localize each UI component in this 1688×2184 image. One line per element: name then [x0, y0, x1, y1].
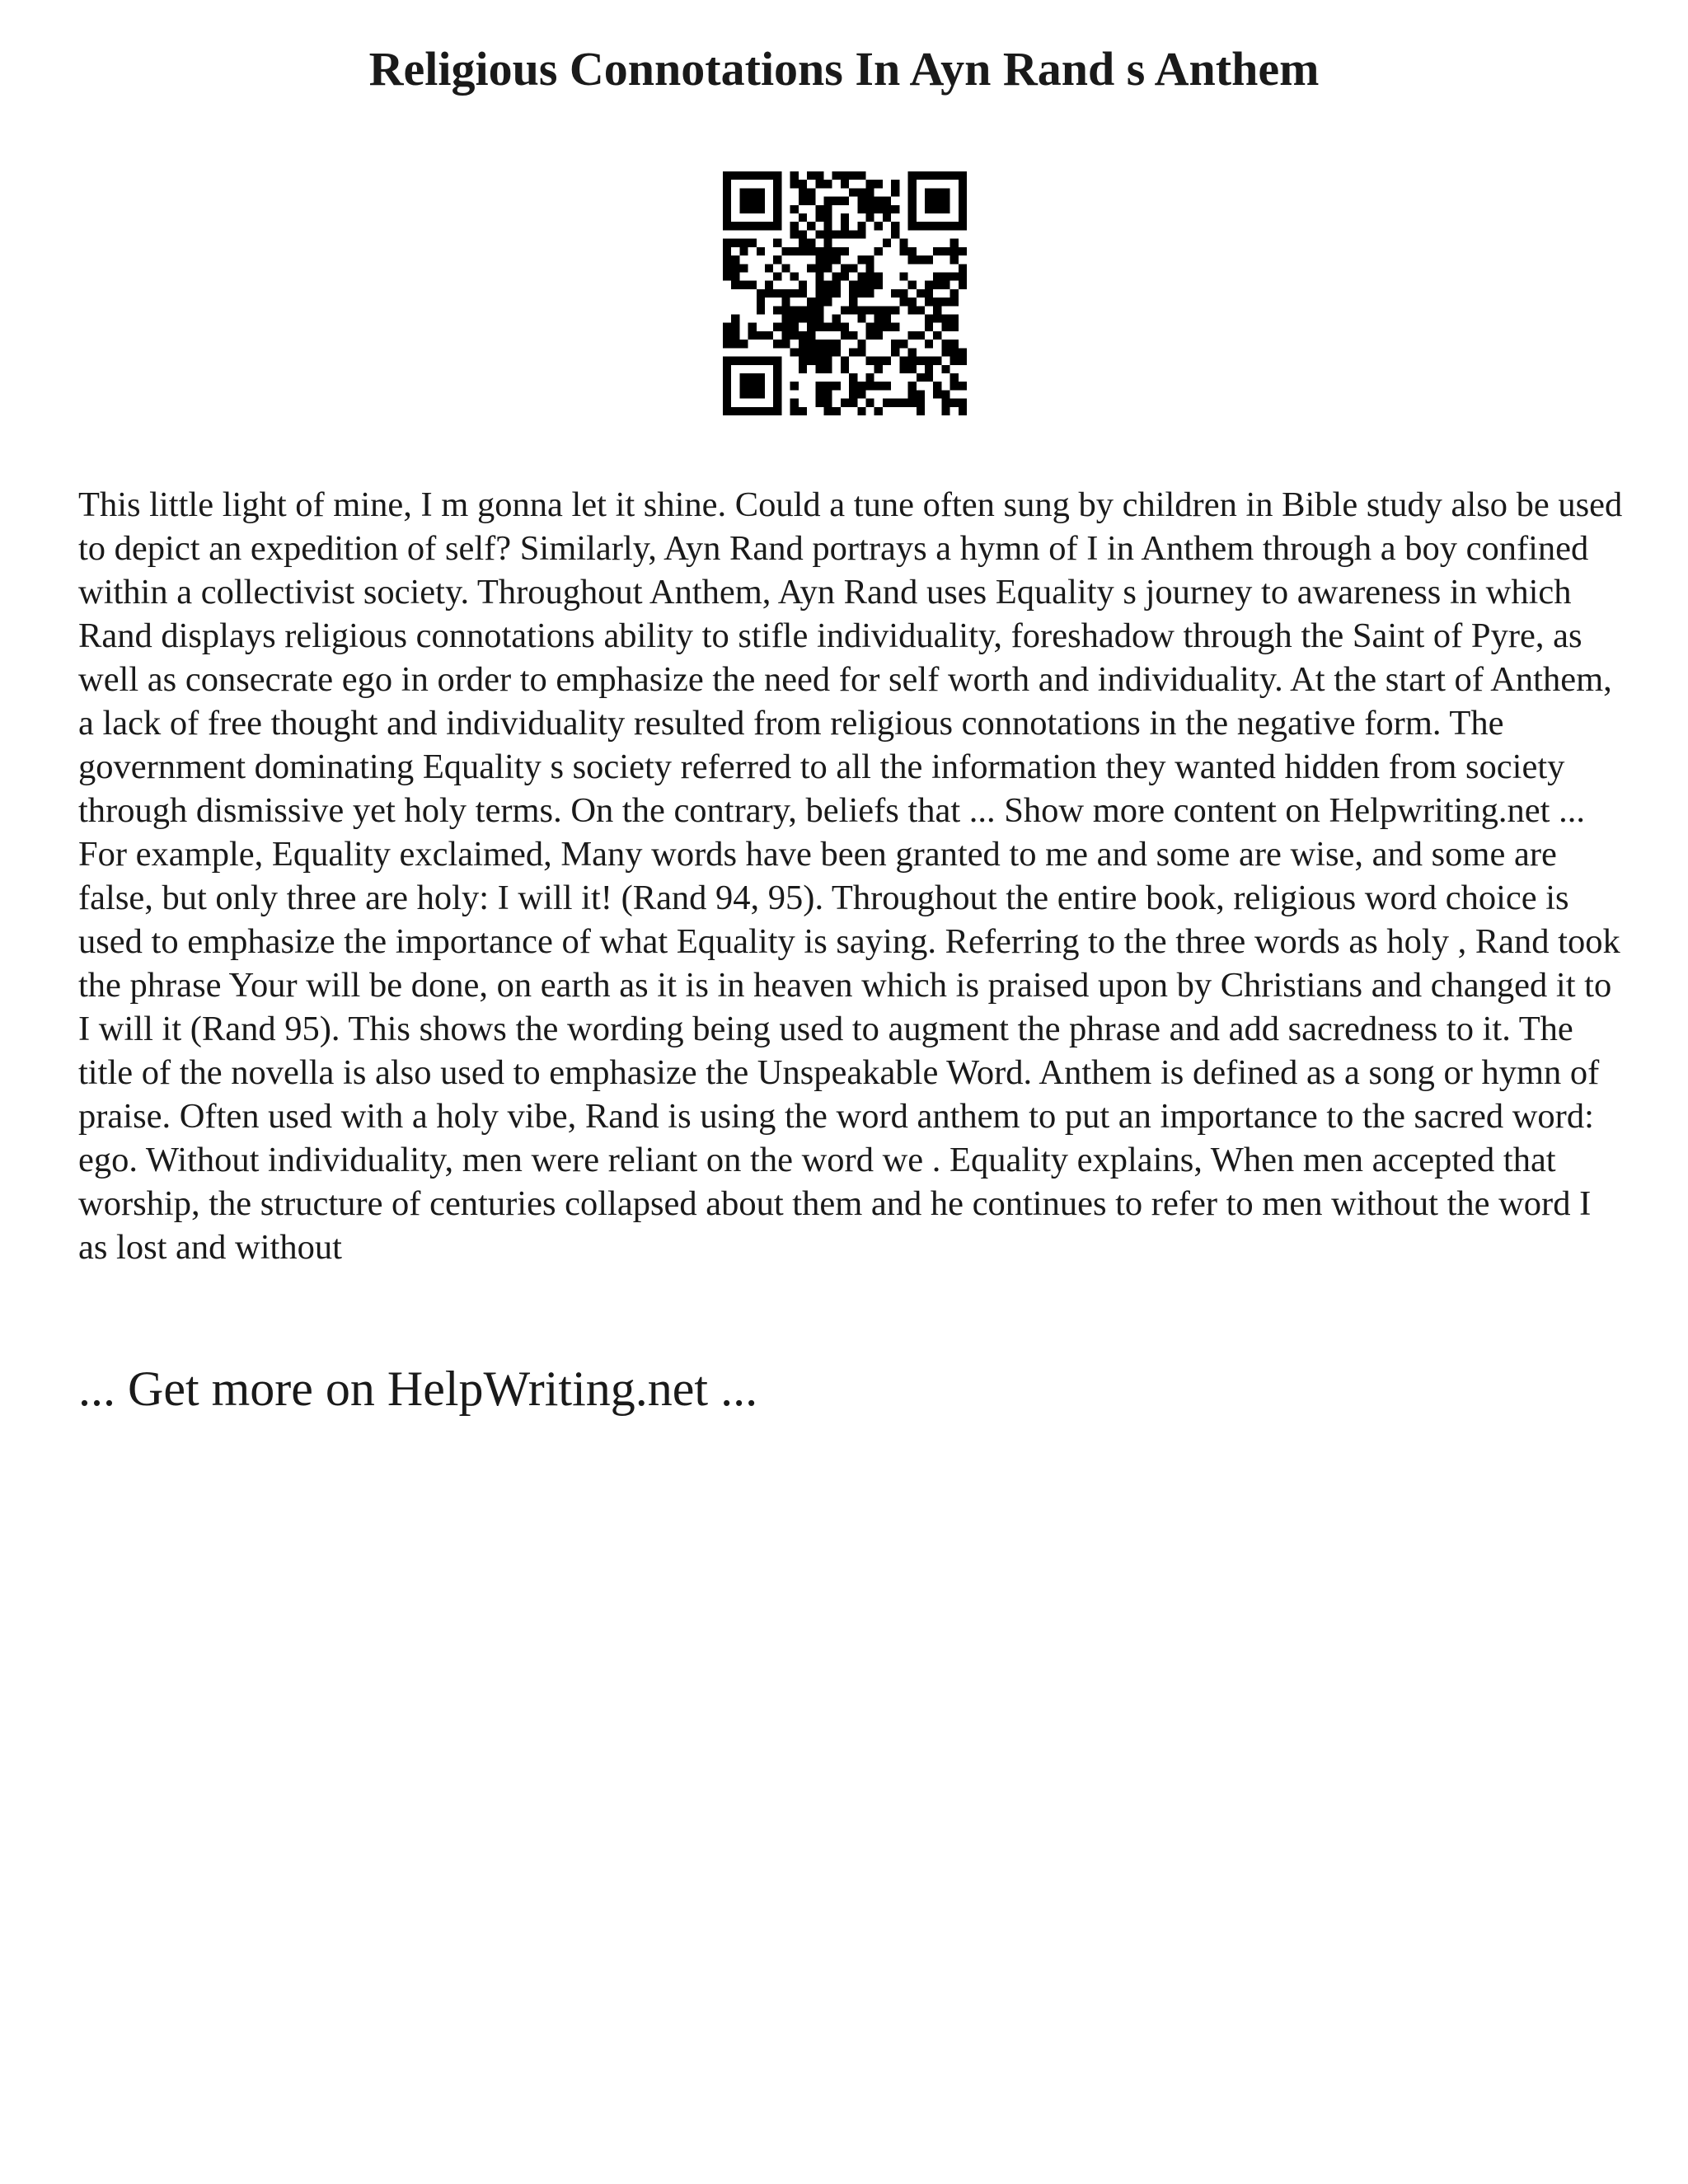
article-body	[78, 483, 1628, 1269]
qr-code[interactable]	[723, 171, 967, 415]
paragraph-2: For example, Equality exclaimed, Many words have been granted to me and some are wise, and some are false, but only three are holy: I will it! (Rand 94, 95). Throughout the entire book, religious word choice is used to emphasize the importance of what Equality is saying. Referring to the three words as holy , Rand took the phrase Your will be done, on earth as it is in heaven which is praised upon by Christians and changed it to I will it (Rand 95). This shows the wording being used to augment the phrase and add sacredness to it. The title of the novella is also used to emphasize the Unspeakable Word. Anthem is defined as a song or hymn of praise. Often used with a holy vibe, Rand is using the word anthem to put an importance to the sacred word: ego. Without individuality, men were reliant on the word we . Equality explains, When men accepted that worship, the structure of centuries collapsed about them and he continues to refer to men without the word I as lost and without	[78, 835, 1620, 1267]
page-title: Religious Connotations In Ayn Rand s Anthem	[368, 42, 1320, 96]
qr-code-icon	[723, 171, 967, 415]
get-more-link[interactable]: ... Get more on HelpWriting.net ...	[78, 1361, 758, 1416]
paragraph-1: This little light of mine, I m gonna let it shine. Could a tune often sung by children in Bible study also be used to depict an expedition of self? Similarly, Ayn Rand portrays a hymn of I in Anthem through a boy confined within a collectivist society. Throughout Anthem, Ayn Rand uses Equality s journey to awareness in which Rand displays religious connotations ability to stifle individuality, foreshadow through the Saint of Pyre, as well as consecrate ego in order to emphasize the need for self worth and individuality. At the start of Anthem, a lack of free thought and individuality resulted from religious connotations in the negative form. The government dominating Equality s society referred to all the information they wanted hidden from society through dismissive yet holy terms. On the contrary, beliefs that ... Show more content on Helpwriting.net ...	[78, 485, 1623, 830]
